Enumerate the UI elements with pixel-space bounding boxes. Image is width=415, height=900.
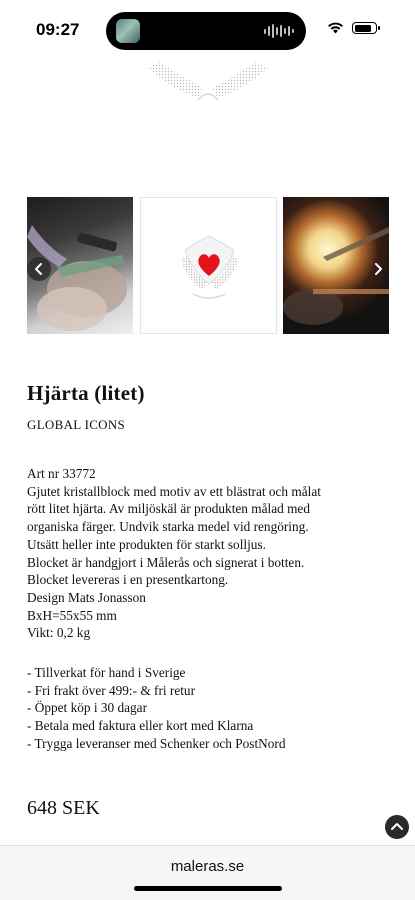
- audio-waveform-icon: [264, 24, 294, 38]
- scroll-to-top-button[interactable]: [385, 815, 409, 839]
- description-line: Vikt: 0,2 kg: [27, 625, 91, 641]
- home-indicator[interactable]: [134, 886, 282, 891]
- product-title: Hjärta (litet): [27, 381, 145, 405]
- description-line: Blocket är handgjort i Målerås och signerat i botten.: [27, 554, 305, 570]
- description-line: rött litet hjärta. Av miljöskäl är produkten målad med: [27, 501, 310, 517]
- status-time: 09:27: [36, 20, 80, 39]
- feature-item: - Fri frakt över 499:- & fri retur: [27, 682, 196, 698]
- product-brand[interactable]: GLOBAL ICONS: [27, 417, 126, 432]
- chevron-right-icon: [373, 263, 383, 275]
- carousel-next-button[interactable]: [366, 257, 390, 281]
- feature-item: - Betala med faktura eller kort med Klarna: [27, 718, 254, 734]
- chevron-up-icon: [391, 822, 403, 832]
- url-label[interactable]: maleras.se: [170, 858, 245, 875]
- description-line: Utsätt heller inte produkten för starkt solljus.: [27, 536, 266, 552]
- battery-icon: [352, 22, 377, 34]
- carousel-prev-button[interactable]: [27, 257, 51, 281]
- browser-address-bar[interactable]: [0, 845, 415, 900]
- feature-item: - Öppet köp i 30 dagar: [27, 700, 148, 716]
- product-price: 648 SEK: [27, 797, 100, 819]
- description-line: Art nr 33772: [27, 466, 96, 481]
- chevron-left-icon: [34, 263, 44, 275]
- product-image-partial: [140, 58, 276, 108]
- now-playing-thumbnail: [116, 19, 140, 43]
- description-line: organiska färger. Undvik starka medel vid rengöring.: [27, 519, 309, 535]
- wifi-icon: [327, 22, 344, 34]
- feature-item: - Tillverkat för hand i Sverige: [27, 665, 186, 680]
- feature-item: - Trygga leveranser med Schenker och PostNord: [27, 735, 286, 751]
- dynamic-island[interactable]: [106, 12, 306, 50]
- product-features-list: [27, 664, 387, 753]
- heart-crystal-image: [141, 198, 277, 334]
- product-description: [27, 465, 387, 642]
- description-line: Design Mats Jonasson: [27, 589, 146, 605]
- carousel-slide-heart-block[interactable]: [140, 197, 277, 334]
- status-icons: [327, 22, 377, 34]
- description-line: Blocket levereras i en presentkartong.: [27, 572, 229, 588]
- status-bar: [0, 0, 415, 62]
- description-line: BxH=55x55 mm: [27, 607, 117, 623]
- description-line: Gjutet kristallblock med motiv av ett blästrat och målat: [27, 483, 321, 499]
- product-image-carousel[interactable]: [0, 197, 415, 334]
